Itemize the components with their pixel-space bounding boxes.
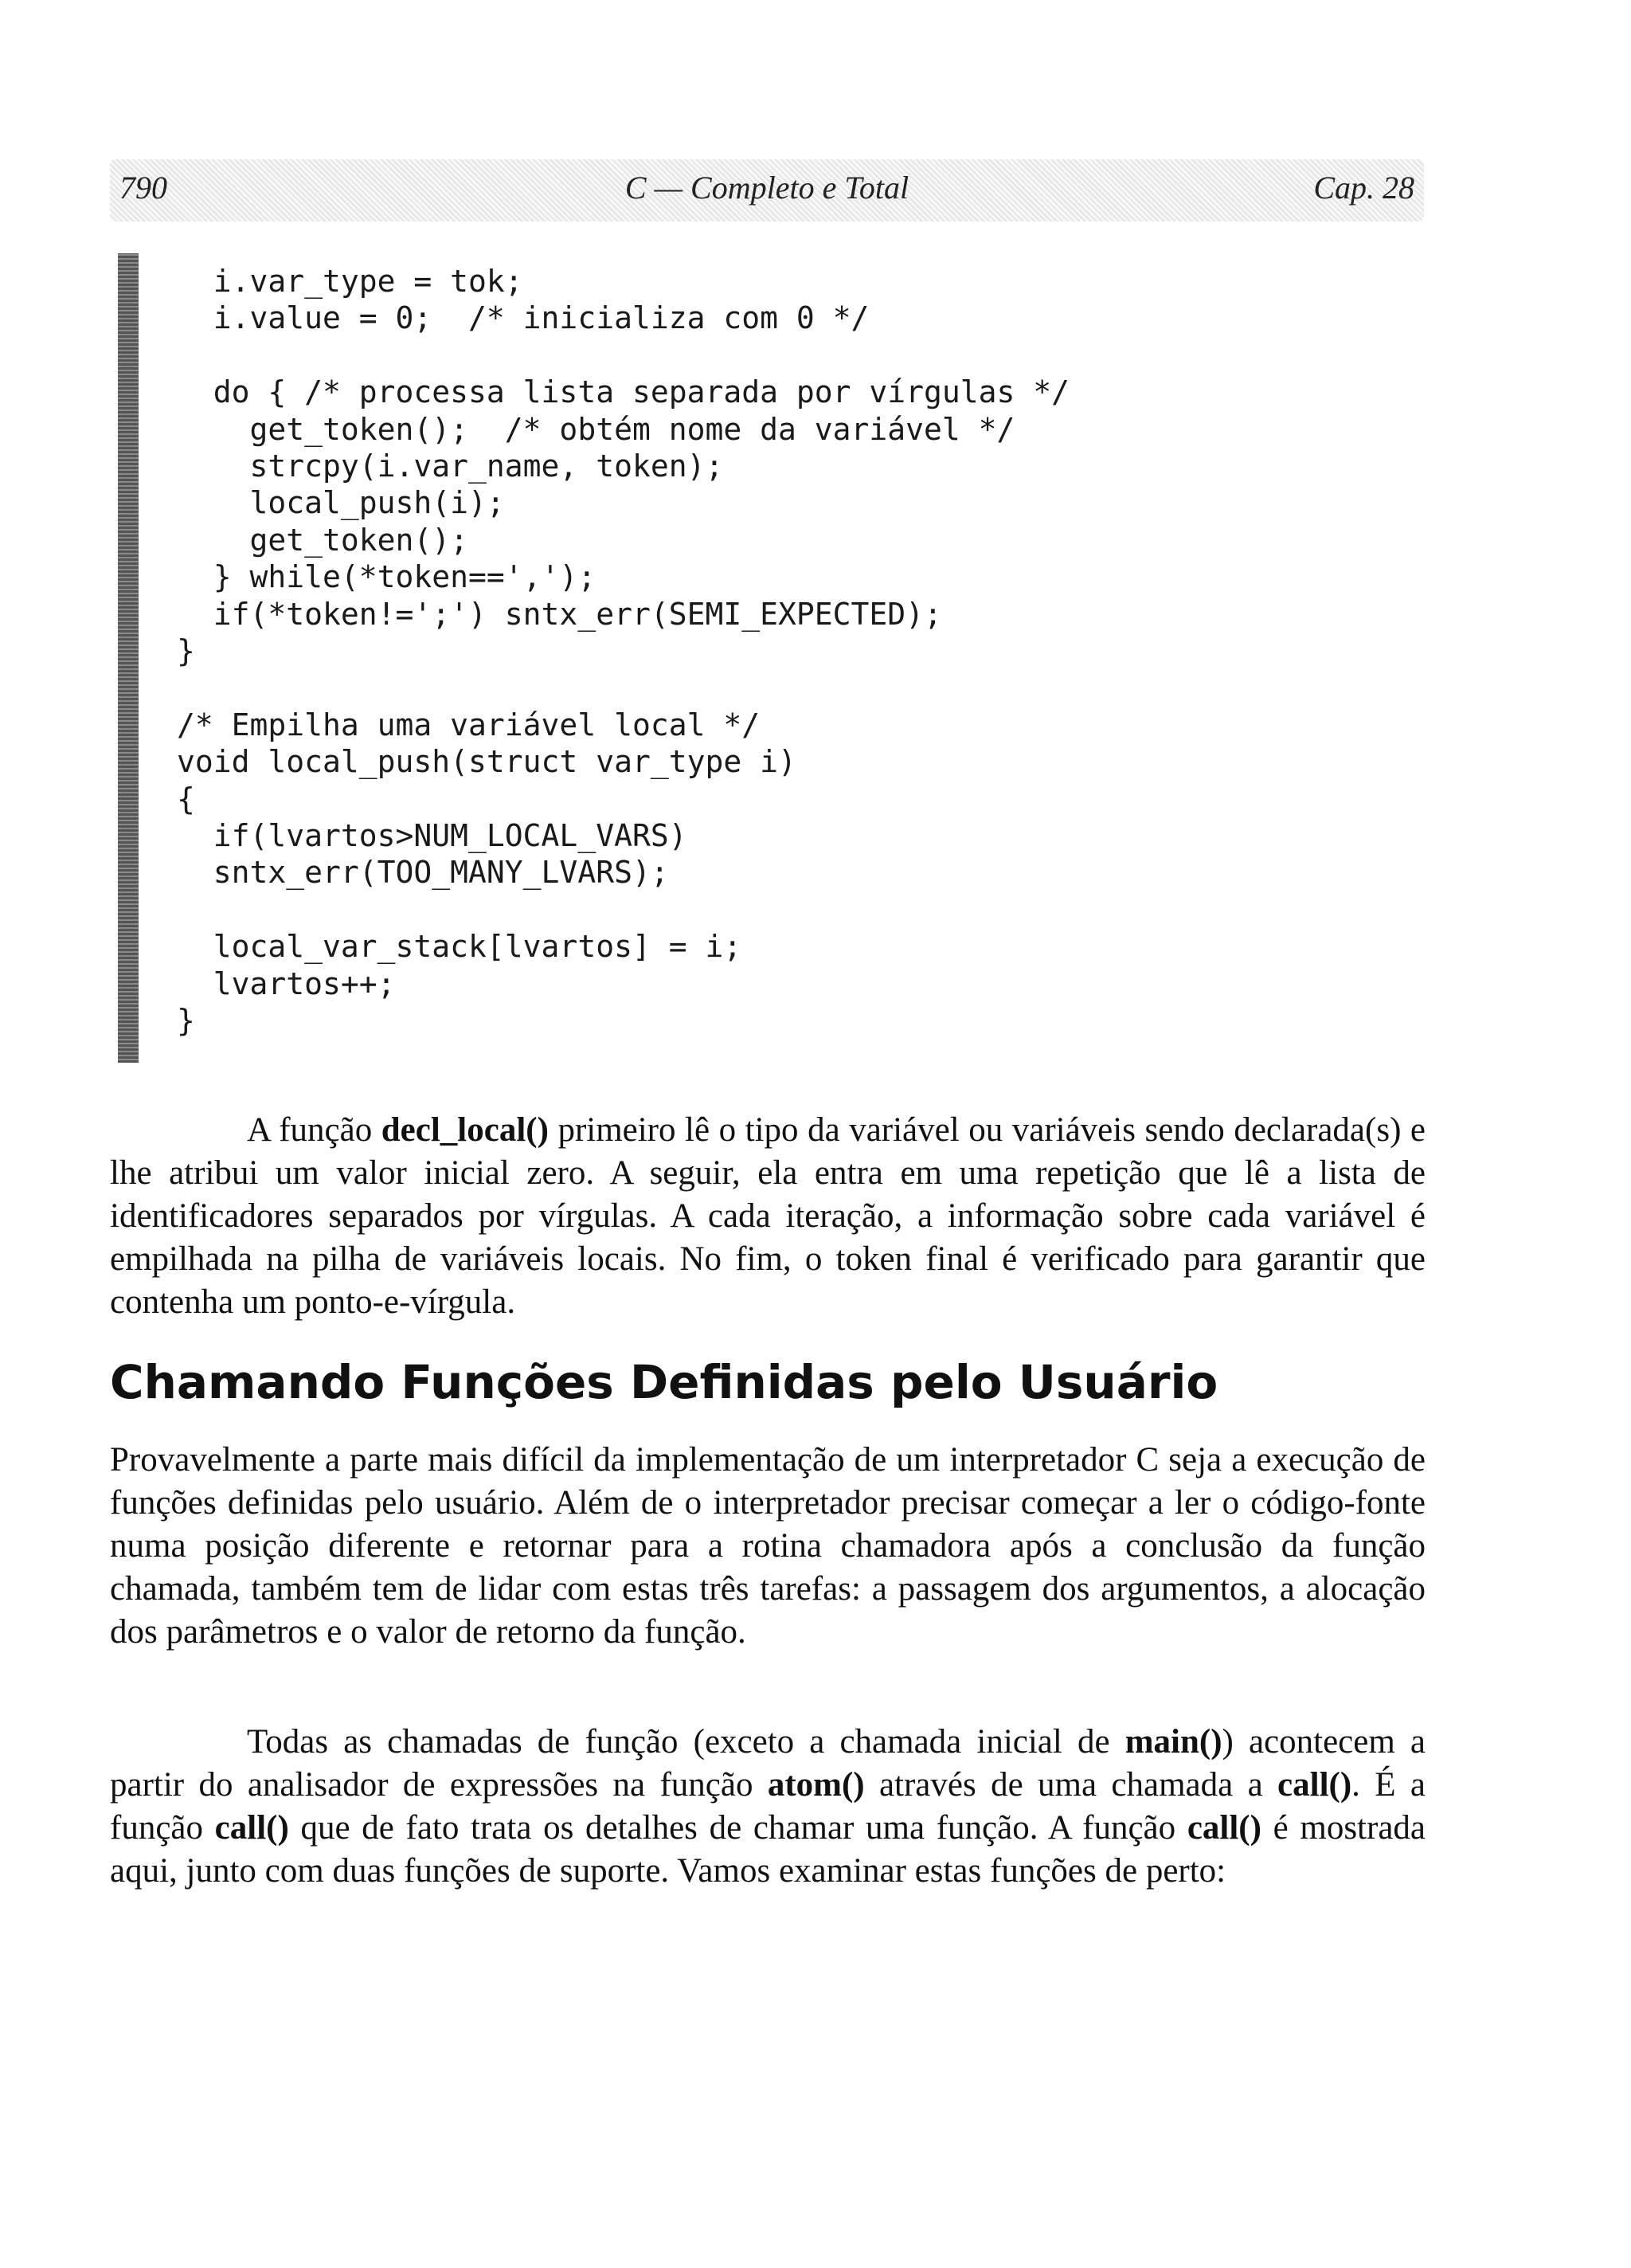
text-run: Todas as chamadas de função (exceto a chamada inicial de: [247, 1723, 1125, 1761]
function-name: atom(): [767, 1766, 865, 1804]
paragraph-intro: Provavelmente a parte mais difícil da implementação de um interpretador C seja a execução de funções definidas pelo usuário. Além de o interpretador precisar começar a ler o código-fonte numa posição diferente e retornar para a rotina chamadora após a conclusão da função chamada, também tem de lidar com estas três tarefas: a passagem dos argumentos, a alocação dos parâmetros e o valor de retorno da função.: [110, 1441, 1426, 1651]
paragraph-function-calls: [110, 1721, 1426, 1893]
text-run: ) acontecem a partir do analisador de expressões na função: [110, 1723, 1426, 1804]
code-line: local_push(i);: [177, 485, 505, 521]
text-run: é mostrada aqui, junto com duas funções de suporte. Vamos examinar estas funções de perto:: [110, 1809, 1426, 1890]
code-line: }: [177, 633, 195, 669]
paragraph-decl-local: [110, 1109, 1426, 1324]
code-listing: [177, 263, 1419, 1039]
page-header: [110, 159, 1424, 221]
page-number: 790: [119, 170, 167, 206]
text-run: primeiro lê o tipo da variável ou variáveis sendo declarada(s) e lhe atribui um valor inicial zero. A seguir, ela entra em uma repetição que lê a lista de identificadores separados por vírgulas. A cada iteração, a informação sobre cada variável é empilhada na pilha de variáveis locais. No fim, o token final é verificado para garantir que contenha um ponto-e-vírgula.: [110, 1111, 1426, 1321]
code-line: }: [177, 1003, 195, 1039]
code-line: /* Empilha uma variável local */: [177, 707, 761, 742]
code-line: if(lvartos>NUM_LOCAL_VARS): [177, 818, 687, 854]
chapter-label: Cap. 28: [1313, 170, 1414, 206]
code-line: [177, 669, 1419, 706]
function-name: call(): [214, 1809, 289, 1847]
code-line: sntx_err(TOO_MANY_LVARS);: [177, 855, 669, 891]
code-line: get_token(); /* obtém nome da variável */: [177, 411, 1015, 447]
text-run: que de fato trata os detalhes de chamar uma função. A função: [288, 1809, 1187, 1847]
code-line: } while(*token==',');: [177, 559, 596, 595]
code-line: i.value = 0; /* inicializa com 0 */: [177, 300, 870, 336]
code-line: lvartos++;: [177, 966, 396, 1001]
function-name: main(): [1124, 1723, 1222, 1761]
text-run: A função: [247, 1111, 381, 1149]
text-run: através de uma chamada a: [864, 1766, 1278, 1804]
code-line: do { /* processa lista separada por vírgulas */: [177, 374, 1070, 410]
code-line: strcpy(i.var_name, token);: [177, 449, 724, 484]
code-line: void local_push(struct var_type i): [177, 744, 796, 780]
code-margin-bar: [118, 253, 139, 1063]
function-name: decl_local(): [381, 1111, 549, 1149]
function-name: call(): [1277, 1766, 1352, 1804]
code-line: if(*token!=';') sntx_err(SEMI_EXPECTED);: [177, 596, 942, 632]
code-line: {: [177, 781, 195, 817]
section-title: Chamando Funções Definidas pelo Usuário: [110, 1355, 1218, 1409]
code-line: [177, 337, 1419, 374]
code-line: local_var_stack[lvartos] = i;: [177, 929, 742, 965]
running-title: C — Completo e Total: [624, 170, 909, 206]
code-line: get_token();: [177, 522, 469, 558]
text-run: . É a função: [110, 1766, 1426, 1847]
function-name: call(): [1187, 1809, 1261, 1847]
code-line: [177, 891, 1419, 928]
code-line: i.var_type = tok;: [177, 264, 523, 299]
